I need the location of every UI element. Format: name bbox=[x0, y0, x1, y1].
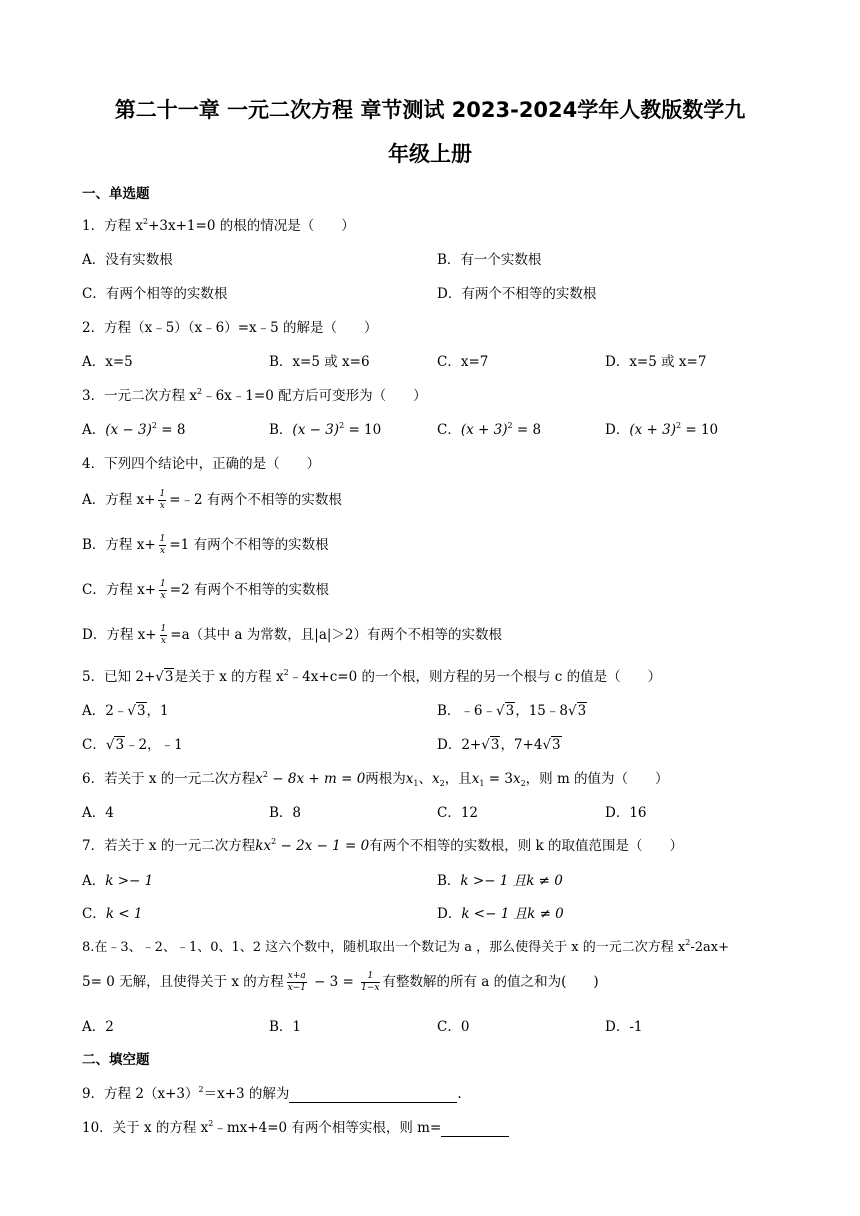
fraction-one-over-x: $\frac{1}{x}$ bbox=[160, 579, 166, 601]
question-5-option-a: A．2﹣√3，1 bbox=[82, 703, 169, 719]
section-heading-single-choice: 一、单选题 bbox=[82, 186, 150, 202]
question-7-option-c: C．k < 1 bbox=[82, 906, 143, 922]
answer-blank[interactable] bbox=[441, 1120, 509, 1137]
question-4-option-c: C．方程 x+ $\frac{1}{x}$ =2 有两个不相等的实数根 bbox=[82, 579, 329, 601]
question-4-stem: 4．下列四个结论中，正确的是（ ） bbox=[82, 456, 321, 472]
sqrt-3: √3 bbox=[105, 737, 125, 753]
question-2-option-b: B．x=5 或 x=6 bbox=[269, 354, 370, 370]
question-3-option-c: C．$(x + 3)^2 = 8$ bbox=[437, 421, 542, 438]
question-9-stem: 9．方程 $2(x+3)^2=x+3$ 的解为 . bbox=[82, 1085, 462, 1102]
question-5-option-b: B．﹣6﹣√3，15﹣8√3 bbox=[437, 703, 587, 719]
question-3-stem: 3．一元二次方程 $x^2﹣6x﹣1=0$ 配方后可变形为（ ） bbox=[82, 387, 427, 404]
sqrt-3: √3 bbox=[542, 737, 561, 753]
question-5-option-c: C．√3﹣2，﹣1 bbox=[82, 737, 183, 753]
question-2-option-d: D．x=5 或 x=7 bbox=[605, 354, 707, 370]
question-3-option-b: B．$(x - 3)^2 = 10$ bbox=[269, 421, 382, 438]
question-6-option-d: D．16 bbox=[605, 805, 647, 821]
sqrt-3: √3 bbox=[568, 703, 587, 719]
question-1-stem: 1．方程 $x^2+3x+1=0$ 的根的情况是（ ） bbox=[82, 217, 355, 234]
question-3-option-d: D．$(x + 3)^2 = 10$ bbox=[605, 421, 719, 438]
sqrt-3: √3 bbox=[155, 669, 174, 685]
question-8-stem-line-2: 5= 0 无解，且使得关于 x 的方程 $\frac{x+a}{x-1}$ − 3 = $\frac{1}{1-x}$ 有整数解的所有 a 的值之和为( ) bbox=[82, 971, 599, 993]
question-1-option-a: A．没有实数根 bbox=[82, 252, 173, 268]
sqrt-3: √3 bbox=[127, 703, 146, 719]
fraction-one-over-x: $\frac{1}{x}$ bbox=[159, 489, 166, 511]
document-title-line-1: 第二十一章 一元二次方程 章节测试 2023-2024学年人教版数学九 bbox=[114, 98, 746, 122]
question-7-option-a: A．k >− 1 bbox=[82, 873, 154, 889]
fraction-one-over-x: $\frac{1}{x}$ bbox=[160, 624, 167, 646]
question-1-option-d: D．有两个不相等的实数根 bbox=[437, 286, 597, 302]
question-2-option-a: A．x=5 bbox=[82, 354, 133, 370]
question-7-stem: 7．若关于 x 的一元二次方程$kx^2 - 2x - 1 = 0$有两个不相等的实数根，则 k 的取值范围是（ ） bbox=[82, 837, 684, 854]
question-7-option-d: D．k <− 1 且k ≠ 0 bbox=[437, 906, 564, 922]
sqrt-3: √3 bbox=[496, 703, 515, 719]
question-4-option-a: A．方程 x+ $\frac{1}{x}$ =﹣2 有两个不相等的实数根 bbox=[82, 489, 342, 511]
question-6-stem: 6．若关于 x 的一元二次方程$x^2 - 8x + m = 0$两根为$x_1$、$x_2$，且$x_1 = 3x_2$，则 m 的值为（ ） bbox=[82, 770, 669, 788]
document-title-line-2: 年级上册 bbox=[388, 142, 472, 166]
question-10-stem: 10．关于 x 的方程 $x^2﹣mx+4=0$ 有两个相等实根，则 m= bbox=[82, 1116, 509, 1137]
question-8-option-c: C．0 bbox=[437, 1019, 470, 1035]
question-6-option-b: B．8 bbox=[269, 805, 302, 821]
question-2-stem: 2．方程（x﹣5）（x﹣6）=x﹣5 的解是（ ） bbox=[82, 320, 378, 336]
question-6-option-a: A．4 bbox=[82, 805, 114, 821]
question-8-option-b: B．1 bbox=[269, 1019, 302, 1035]
question-8-option-a: A．2 bbox=[82, 1019, 114, 1035]
question-4-option-d: D．方程 x+ $\frac{1}{x}$ =a（其中 a 为常数，且|a|＞2）有两个不相等的实数根 bbox=[82, 624, 503, 646]
fraction-x-plus-a-over-x-minus-1: $\frac{x+a}{x-1}$ bbox=[287, 971, 306, 993]
question-2-option-c: C．x=7 bbox=[437, 354, 489, 370]
fraction-one-over-one-minus-x: $\frac{1}{1-x}$ bbox=[361, 971, 380, 993]
section-heading-fill-in: 二、填空题 bbox=[82, 1052, 150, 1068]
answer-blank[interactable] bbox=[289, 1086, 457, 1103]
question-1-option-c: C．有两个相等的实数根 bbox=[82, 286, 228, 302]
question-8-stem-line-1: 8.在﹣3、﹣2、﹣1、0、1、2 这六个数中，随机取出一个数记为 a ，那么使得关于 x 的一元二次方程 $x^2-2ax+$ bbox=[82, 938, 729, 955]
question-8-option-d: D．-1 bbox=[605, 1019, 643, 1035]
question-7-option-b: B．k >− 1 且k ≠ 0 bbox=[437, 873, 563, 889]
fraction-one-over-x: $\frac{1}{x}$ bbox=[159, 534, 166, 556]
question-4-option-b: B．方程 x+ $\frac{1}{x}$ =1 有两个不相等的实数根 bbox=[82, 534, 329, 556]
question-5-stem: 5．已知 2+√3是关于 x 的方程 $x^2﹣4x+c=0$ 的一个根，则方程的另一个根与 c 的值是（ ） bbox=[82, 668, 662, 685]
question-6-option-c: C．12 bbox=[437, 805, 479, 821]
question-5-option-d: D．2+√3，7+4√3 bbox=[437, 737, 561, 753]
sqrt-3: √3 bbox=[481, 737, 500, 753]
question-1-option-b: B．有一个实数根 bbox=[437, 252, 542, 268]
question-3-option-a: A．$(x - 3)^2 = 8$ bbox=[82, 421, 186, 438]
